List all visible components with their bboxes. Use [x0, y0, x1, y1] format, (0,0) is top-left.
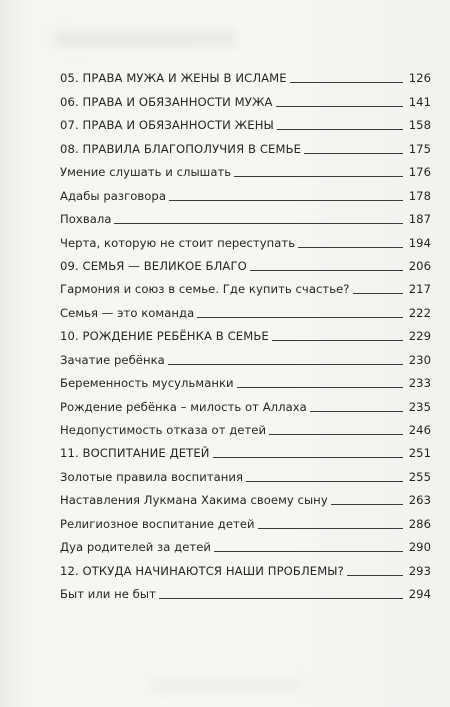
toc-entry-title: 05. ПРАВА МУЖА И ЖЕНЫ В ИСЛАМЕ [60, 71, 287, 86]
toc-entry-title: Умение слушать и слышать [60, 165, 232, 180]
toc-entry-title: Золотые правила воспитания [60, 469, 244, 484]
toc-page-number: 126 [408, 71, 431, 86]
toc-entry-title: Черта, которую не стоит переступать [60, 235, 296, 250]
toc-entry-title: Наставления Лукмана Хакима своему сыну [60, 493, 328, 508]
toc-chapter-row [60, 250, 431, 273]
toc-chapter-row [60, 437, 431, 460]
toc-page-number: 217 [408, 282, 431, 297]
toc-leader-line [272, 340, 403, 341]
toc-leader-line [159, 598, 403, 599]
toc-section-row [60, 179, 431, 202]
toc-section-row [60, 343, 431, 366]
toc-page-number: 187 [408, 212, 431, 227]
bleed-through-shadow [55, 30, 235, 48]
toc-entry-title: Зачатие ребёнка [60, 352, 165, 367]
toc-leader-line [331, 504, 403, 505]
toc-section-row [60, 226, 431, 249]
toc-section-row [60, 507, 431, 530]
toc-entry-title: Семья — это команда [60, 305, 195, 320]
toc-page-number: 233 [408, 376, 431, 391]
toc-entry-title: 09. СЕМЬЯ — ВЕЛИКОЕ БЛАГО [60, 258, 247, 273]
toc-section-row [60, 296, 431, 319]
toc-leader-line [258, 528, 403, 529]
toc-page-number: 141 [408, 94, 431, 109]
toc-entry-title: Похвала [60, 212, 112, 227]
toc-leader-line [290, 82, 403, 83]
toc-section-row [60, 156, 431, 179]
toc-page-number: 294 [408, 587, 431, 602]
toc-entry-title: Адабы разговора [60, 188, 166, 203]
toc-section-row [60, 273, 431, 296]
toc-page-number: 206 [408, 258, 431, 273]
toc-page-number: 194 [408, 235, 431, 250]
toc-leader-line [276, 106, 403, 107]
toc-page-number: 175 [408, 141, 431, 156]
toc-leader-line [298, 247, 403, 248]
toc-chapter-row [60, 554, 431, 577]
toc-leader-line [169, 200, 403, 201]
toc-page-number: 235 [408, 399, 431, 414]
toc-page-number: 293 [408, 563, 431, 578]
toc-leader-line [168, 364, 403, 365]
toc-entry-title: 07. ПРАВА И ОБЯЗАННОСТИ ЖЕНЫ [60, 118, 274, 133]
toc-entry-title: 08. ПРАВИЛА БЛАГОПОЛУЧИЯ В СЕМЬЕ [60, 141, 302, 156]
toc-entry-title: Дуа родителей за детей [60, 540, 211, 555]
toc-page-number: 251 [408, 446, 431, 461]
toc-chapter-row [60, 132, 431, 155]
toc-leader-line [353, 293, 404, 294]
toc-entry-title: Рождение ребёнка – милость от Аллаха [60, 399, 307, 414]
toc-leader-line [250, 270, 403, 271]
toc-section-row [60, 484, 431, 507]
toc-entry-title: Гармония и союз в семье. Где купить счастье? [60, 282, 350, 297]
toc-section-row [60, 460, 431, 483]
toc-section-row [60, 203, 431, 226]
toc-chapter-row [60, 109, 431, 132]
toc-page-number: 158 [408, 118, 431, 133]
toc-page-number: 246 [408, 423, 431, 437]
toc-page-number: 230 [408, 352, 431, 367]
table-of-contents [60, 62, 431, 601]
toc-chapter-row [60, 85, 431, 108]
toc-entry-title: Недопустимость отказа от детей [60, 423, 267, 437]
toc-page-number: 176 [408, 165, 431, 180]
toc-leader-line [197, 317, 403, 318]
toc-page-number: 263 [408, 493, 431, 508]
toc-entry-title: Религиозное воспитание детей [60, 516, 255, 531]
toc-leader-line [246, 481, 403, 482]
toc-page-number: 290 [408, 540, 431, 555]
toc-entry-title: 06. ПРАВА И ОБЯЗАННОСТИ МУЖА [60, 94, 273, 109]
toc-entry-title: 10. РОЖДЕНИЕ РЕБЁНКА В СЕМЬЕ [60, 329, 269, 344]
toc-page-number: 178 [408, 188, 431, 203]
toc-chapter-row [60, 62, 431, 85]
toc-entry-title: 11. ВОСПИТАНИЕ ДЕТЕЙ [60, 446, 210, 461]
toc-leader-line [269, 434, 403, 435]
toc-chapter-row [60, 320, 431, 343]
toc-leader-line [213, 457, 403, 458]
toc-section-row [60, 414, 431, 437]
toc-page-number: 286 [408, 516, 431, 531]
toc-page-number: 229 [408, 329, 431, 344]
toc-section-row [60, 578, 431, 601]
toc-leader-line [234, 176, 403, 177]
toc-entry-title: Беременность мусульманки [60, 376, 234, 391]
toc-entry-title: 12. ОТКУДА НАЧИНАЮТСЯ НАШИ ПРОБЛЕМЫ? [60, 563, 344, 578]
bleed-through-shadow-bottom [150, 678, 300, 692]
toc-section-row [60, 367, 431, 390]
toc-leader-line [277, 129, 403, 130]
toc-leader-line [310, 411, 403, 412]
toc-leader-line [304, 153, 403, 154]
toc-leader-line [237, 387, 403, 388]
toc-page-number: 255 [408, 469, 431, 484]
toc-page-number: 222 [408, 305, 431, 320]
toc-section-row [60, 531, 431, 554]
toc-section-row [60, 390, 431, 413]
toc-leader-line [347, 575, 403, 576]
toc-entry-title: Быт или не быт [60, 587, 156, 602]
toc-leader-line [214, 551, 403, 552]
toc-leader-line [114, 223, 403, 224]
